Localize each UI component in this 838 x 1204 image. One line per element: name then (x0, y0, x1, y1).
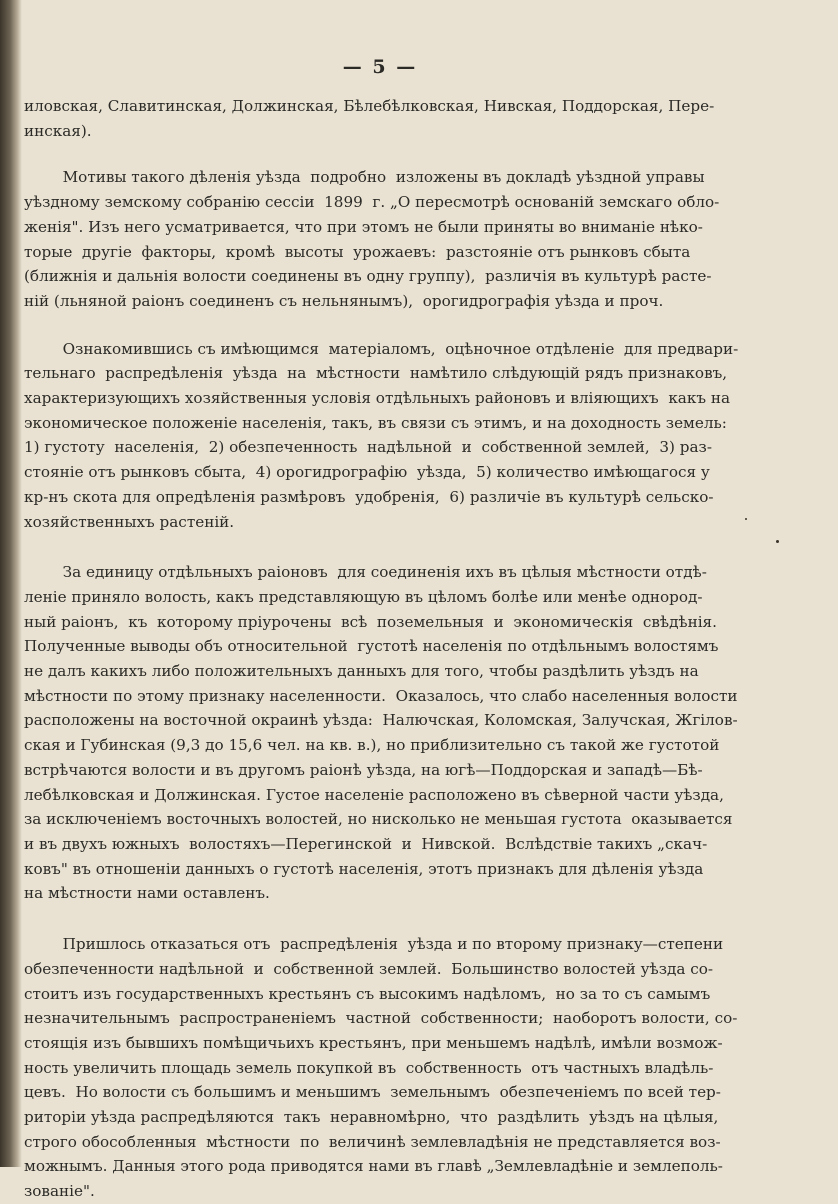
paragraph-land-ownership: Пришлось отказаться отъ распредѣленія уѣзда и по второму признаку—степени обезпеченности надѣльной и собственной землей. Большинство волостей уѣзда со- стоитъ изъ государственныхъ крестьянъ съ высокимъ надѣломъ, но за то съ самымъ незначительнымъ распространеніемъ частной собственности; наоборотъ волости, со- стоящія изъ бывшихъ помѣщичьихъ крестьянъ, при меньшемъ надѣлѣ, имѣли возмож- ность увеличить площадь земель покупкой въ собственность отъ частныхъ владѣль- цевъ. Но волости съ большимъ и меньшимъ земельнымъ обезпеченіемъ по всей тер- риторіи уѣзда распредѣляются такъ неравномѣрно, что раздѣлить уѣздъ на цѣлыя, строго обособленныя мѣстности по величинѣ землевладѣнія не представляется воз- можнымъ. Данныя этого рода приводятся нами въ главѣ „Землевладѣніе и землеполь- зованіе". (24, 935, 738, 1201)
paragraph-division-motives: Мотивы такого дѣленія уѣзда подробно изложены въ докладѣ уѣздной управы уѣздному земскому собранію сессіи 1899 г. „О пересмотрѣ основаній земскаго обло- женія". Изъ него усматривается, что при этомъ не были приняты во вниманіе нѣко- торые другіе факторы, кромѣ высоты урожаевъ: разстояніе отъ рынковъ сбыта (ближнія и дальнія волости соединены въ одну группу), различія въ культурѣ расте- ній (льняной раіонъ соединенъ съ нельнянымъ), орогидрографія уѣзда и проч. (24, 168, 720, 310)
book-binding-shadow (0, 0, 22, 1167)
dust-speck (776, 540, 779, 543)
paragraph-population-density: За единицу отдѣльныхъ раіоновъ для соединенія ихъ въ цѣлыя мѣстности отдѣ- леніе приняло волость, какъ представляющую въ цѣломъ болѣе или менѣе однород- ный раіонъ, къ которому пріурочены всѣ поземельныя и экономическія свѣдѣнія. Полученные выводы объ относительной густотѣ населенія по отдѣльнымъ волостямъ не далъ какихъ либо положительныхъ данныхъ для того, чтобы раздѣлить уѣздъ на мѣстности по этому признаку населенности. Оказалось, что слабо населенныя волости расположены на восточной окраинѣ уѣзда: Налючская, Коломская, Залучская, Жгілов- ская и Губинская (9,3 до 15,6 чел. на кв. в.), но приблизительно съ такой же густотой встрѣчаются волости и въ другомъ раіонѣ уѣзда, на югѣ—Поддорская и западѣ—Бѣ- лебѣлковская и Должинская. Густое населеніе расположено въ сѣверной части уѣзда, за исключеніемъ восточныхъ волостей, но нисколько не меньшая густота оказывается и въ двухъ южныхъ волостяхъ—Перегинской и Нивской. Вслѣдствіе такихъ „скач- ковъ" въ отношеніи данныхъ о густотѣ населенія, этотъ признакъ для дѣленія уѣзда на мѣстности нами оставленъ. (24, 563, 738, 903)
dust-speck (745, 518, 747, 520)
paragraph-assessment-criteria: Ознакомившись съ имѣющимся матеріаломъ, оцѣночное отдѣленіе для предвари- тельнаго распредѣленія уѣзда на мѣстности намѣтило слѣдующій рядъ признаковъ, характеризующихъ хозяйственныя условія отдѣльныхъ районовъ и вліяющихъ какъ на экономическое положеніе населенія, такъ, въ связи съ этимъ, и на доходность земель: 1) густоту населенія, 2) обезпеченность надѣльной и собственной землей, 3) раз- стояніе отъ рынковъ сбыта, 4) орогидрографію уѣзда, 5) количество имѣющагося у кр-нъ скота для опредѣленія размѣровъ удобренія, 6) различіе въ культурѣ сельско- хозяйственныхъ растеній. (24, 339, 739, 531)
page-body (24, 94, 780, 1204)
page-number: — 5 — (342, 56, 418, 78)
paragraph-volost-list: иловская, Славитинская, Должинская, Бѣлебѣлковская, Нивская, Поддорская, Пере- инская). (24, 97, 715, 140)
